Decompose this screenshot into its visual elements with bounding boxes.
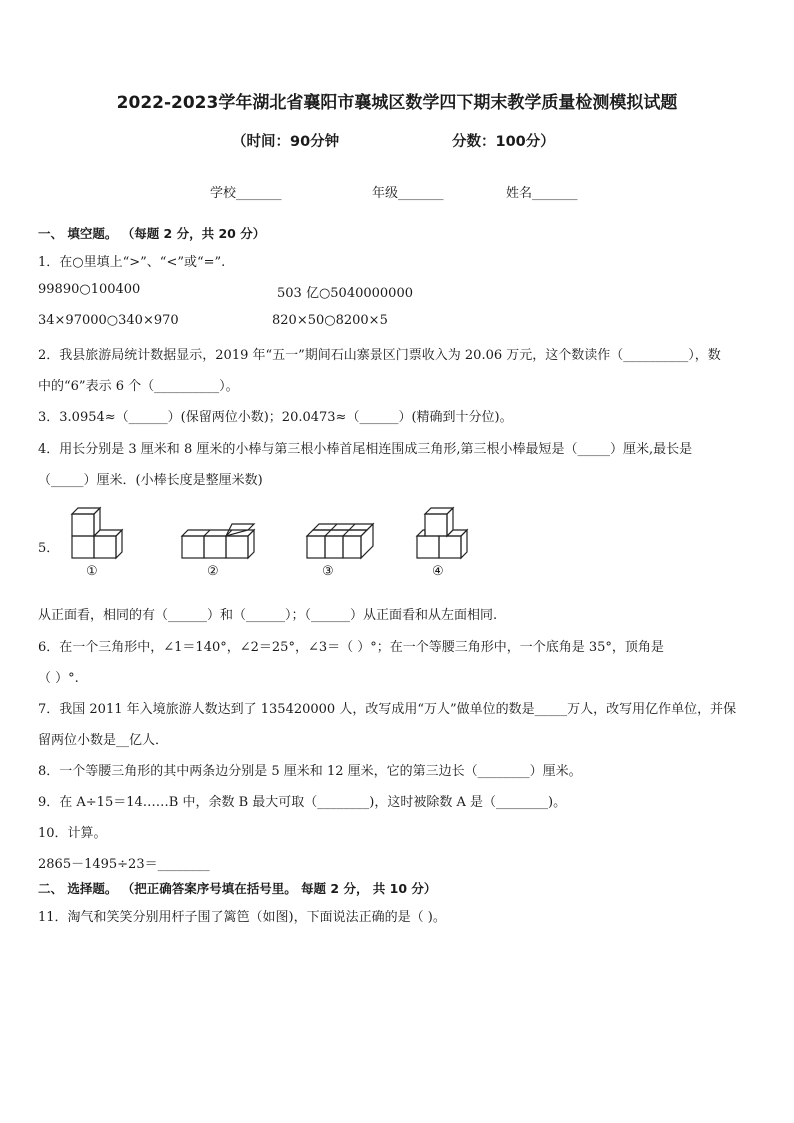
exam-time: （时间：90分钟 <box>232 134 340 150</box>
question-5-number: 5． <box>38 541 60 556</box>
name-field[interactable]: 姓名_______ <box>506 186 578 201</box>
page-title: 2022-2023学年湖北省襄阳市襄城区数学四下期末教学质量检测模拟试题 <box>116 93 678 113</box>
question-1: 1．在○里填上“>”、“<”或“=”. <box>38 255 226 270</box>
question-8: 8．一个等腰三角形的其中两条边分别是 5 厘米和 12 厘米，它的第三边长（________）厘米。 <box>38 764 582 779</box>
question-11: 11．淘气和笑笑分别用杆子围了篱笆（如图)，下面说法正确的是（ )。 <box>38 910 446 925</box>
question-7-line-1: 7．我国 2011 年入境旅游人数达到了 135420000 人，改写成用“万人”做单位的数是_____万人，改写用亿作单位，并保 <box>38 702 737 717</box>
figure-label-3: ③ <box>322 564 334 579</box>
cube-figure-1 <box>60 500 140 564</box>
question-3: 3．3.0954≈（______）(保留两位小数)；20.0473≈（______）(精确到十分位)。 <box>38 410 513 425</box>
school-field[interactable]: 学校_______ <box>210 186 282 201</box>
question-7-line-2: 留两位小数是__亿人． <box>38 733 169 748</box>
question-10: 10．计算。 <box>38 826 107 841</box>
question-1-item-c: 34×97000○340×970 <box>38 313 179 328</box>
question-4-line-2: （_____）厘米．(小棒长度是整厘米数) <box>38 473 263 488</box>
figure-label-2: ② <box>207 564 219 579</box>
question-4-line-1: 4．用长分别是 3 厘米和 8 厘米的小棒与第三根小棒首尾相连围成三角形,第三根小棒最短是（_____）厘米,最长是 <box>38 442 693 457</box>
grade-field[interactable]: 年级_______ <box>372 186 444 201</box>
figure-label-4: ④ <box>432 564 444 579</box>
section-1-heading: 一、 填空题。 （每题 2 分，共 20 分） <box>38 226 266 241</box>
question-6-line-2: （ ）°. <box>38 671 79 686</box>
question-10-expression: 2865－1495÷23＝________ <box>38 857 210 872</box>
cube-figure-3 <box>300 515 380 563</box>
cube-figure-4 <box>410 497 480 563</box>
cube-figure-2 <box>175 515 265 563</box>
question-2-line-1: 2．我县旅游局统计数据显示，2019 年“五一”期间石山寨景区门票收入为 20.06 万元，这个数读作（__________），数 <box>38 348 721 363</box>
section-2-heading: 二、 选择题。 （把正确答案序号填在括号里。 每题 2 分， 共 10 分） <box>38 881 437 896</box>
question-1-item-d: 820×50○8200×5 <box>272 313 388 328</box>
exam-score: 分数：100分） <box>452 134 555 150</box>
question-1-item-a: 99890○100400 <box>38 282 141 297</box>
question-1-item-b: 503 亿○5040000000 <box>277 286 413 301</box>
question-5-text: 从正面看，相同的有（______）和（______）；（______）从正面看和从左面相同. <box>38 608 498 623</box>
figure-label-1: ① <box>86 564 98 579</box>
question-9: 9．在 A÷15＝14……B 中，余数 B 最大可取（________)，这时被除数 A 是（________)。 <box>38 795 567 810</box>
question-2-line-2: 中的“6”表示 6 个（__________）。 <box>38 379 239 394</box>
question-6-line-1: 6．在一个三角形中，∠1＝140°，∠2＝25°，∠3＝（ ）°；在一个等腰三角形中，一个底角是 35°，顶角是 <box>38 640 664 655</box>
